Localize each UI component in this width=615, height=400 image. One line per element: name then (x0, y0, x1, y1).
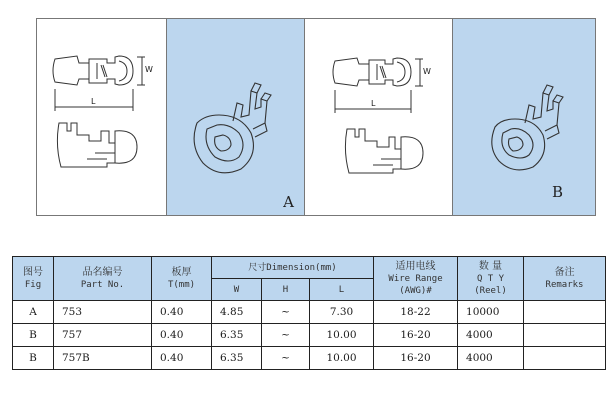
header-dimension: 尺寸Dimension(mm) (212, 257, 374, 279)
cell-wire: 16-20 (374, 324, 458, 347)
cell-part: 757 (54, 324, 152, 347)
header-part-no: 品名编号 Part No. (54, 257, 152, 301)
cell-qty: 4000 (458, 324, 524, 347)
width-label: W (423, 67, 431, 76)
header-thickness: 板厚 T(mm) (152, 257, 212, 301)
cell-l: 10.00 (310, 347, 374, 370)
cell-fig: B (13, 347, 54, 370)
header-wire-range: 适用电线 Wire Range (AWG)# (374, 257, 458, 301)
cell-w: 4.85 (212, 301, 262, 324)
cell-thickness: 0.40 (152, 324, 212, 347)
cell-wire: 16-20 (374, 347, 458, 370)
cell-thickness: 0.40 (152, 347, 212, 370)
cell-l: 10.00 (310, 324, 374, 347)
width-label: W (145, 65, 153, 74)
table-row (13, 347, 606, 370)
cell-thickness: 0.40 (152, 301, 212, 324)
header-remarks: 备注 Remarks (524, 257, 606, 301)
header-h: H (262, 279, 310, 301)
table-row (13, 301, 606, 324)
cell-remarks (524, 324, 606, 347)
drawing-strip (36, 18, 596, 216)
figure-letter-a: A (283, 193, 294, 211)
cell-remarks (524, 301, 606, 324)
cell-qty: 10000 (458, 301, 524, 324)
technical-drawing-b (305, 19, 453, 215)
cell-h: ~ (262, 301, 310, 324)
length-label: L (371, 99, 376, 108)
cell-fig: A (13, 301, 54, 324)
cell-qty: 4000 (458, 347, 524, 370)
length-label: L (91, 97, 96, 106)
isometric-view-b (453, 19, 595, 215)
cell-h: ~ (262, 347, 310, 370)
cell-fig: B (13, 324, 54, 347)
cell-h: ~ (262, 324, 310, 347)
cell-w: 6.35 (212, 324, 262, 347)
cell-part: 753 (54, 301, 152, 324)
cell-wire: 18-22 (374, 301, 458, 324)
table-row (13, 324, 606, 347)
cell-remarks (524, 347, 606, 370)
isometric-view-a (167, 19, 305, 215)
cell-w: 6.35 (212, 347, 262, 370)
header-fig: 图号 Fig (13, 257, 54, 301)
header-l: L (310, 279, 374, 301)
cell-l: 7.30 (310, 301, 374, 324)
figure-letter-b: B (551, 183, 563, 201)
specification-table (12, 256, 606, 370)
header-qty: 数 量 Q T Y (Reel) (458, 257, 524, 301)
technical-drawing-a (37, 19, 167, 215)
cell-part: 757B (54, 347, 152, 370)
header-w: W (212, 279, 262, 301)
